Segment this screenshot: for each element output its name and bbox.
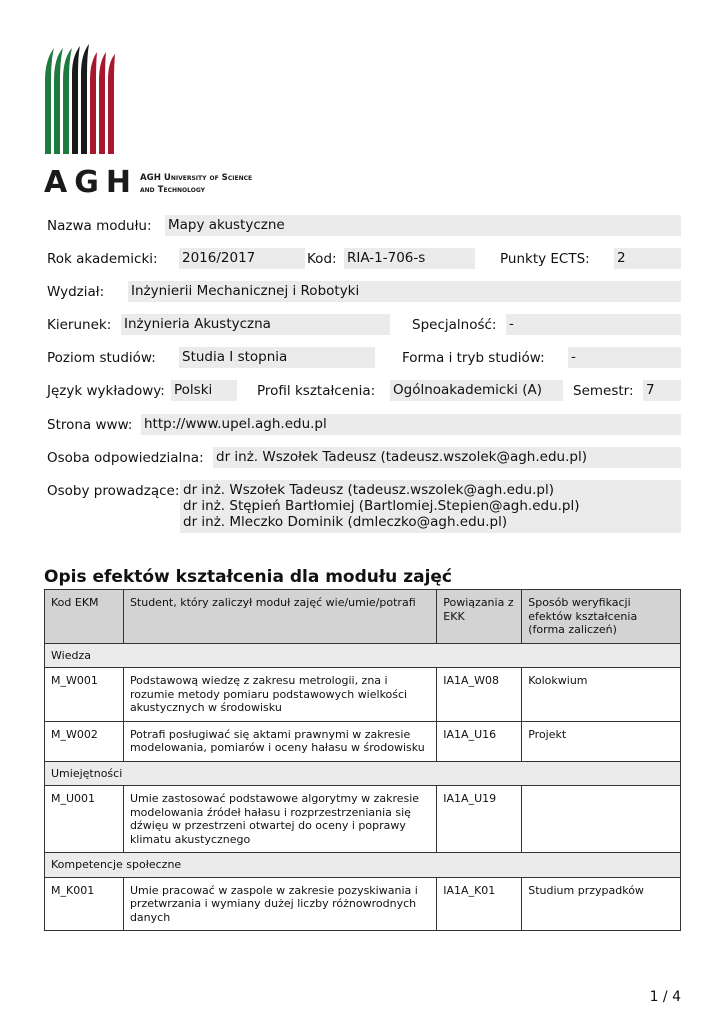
logo-letters: AGH bbox=[44, 165, 138, 196]
logo-red-bar-2 bbox=[99, 52, 106, 154]
cell-description: Potrafi posługiwać się aktami prawnymi w zakresie modelowania, pomiarów i oceny hałasu w środowisku bbox=[123, 721, 436, 761]
header-code: Kod EKM bbox=[45, 590, 124, 644]
category-row-knowledge bbox=[45, 643, 681, 668]
category-label: Wiedza bbox=[45, 643, 681, 668]
www-label: Strona www: bbox=[47, 417, 133, 433]
header-verification: Sposób weryfikacji efektów kształcenia (forma zaliczeń) bbox=[522, 590, 681, 644]
agh-logo-graphic bbox=[44, 44, 276, 196]
university-name-line1: AGH University of Science bbox=[140, 173, 253, 183]
table-row bbox=[45, 786, 681, 853]
semester-value: 7 bbox=[643, 380, 681, 401]
cell-code: M_K001 bbox=[45, 877, 124, 931]
category-label: Umiejętności bbox=[45, 761, 681, 786]
specialty-value: - bbox=[506, 314, 681, 335]
logo-green-bar-3 bbox=[63, 48, 72, 154]
faculty-value: Inżynierii Mechanicznej i Robotyki bbox=[128, 281, 681, 302]
logo-red-bar-1 bbox=[90, 52, 97, 154]
category-label: Kompetencje społeczne bbox=[45, 853, 681, 878]
page-number: 1 / 4 bbox=[649, 989, 681, 1005]
field-value: Inżynieria Akustyczna bbox=[121, 314, 390, 335]
logo-red-bar-3 bbox=[108, 54, 115, 154]
ects-value: 2 bbox=[614, 248, 681, 269]
ects-label: Punkty ECTS: bbox=[500, 251, 590, 267]
study-level-value: Studia I stopnia bbox=[179, 347, 375, 368]
cell-code: M_U001 bbox=[45, 786, 124, 853]
teachers-value bbox=[180, 480, 681, 533]
cell-verification: Projekt bbox=[522, 721, 681, 761]
faculty-label: Wydział: bbox=[47, 284, 105, 300]
responsible-person-value: dr inż. Wszołek Tadeusz (tadeusz.wszolek@agh.edu.pl) bbox=[213, 447, 681, 468]
cell-description: Podstawową wiedzę z zakresu metrologii, zna i rozumie metody pomiaru podstawowych wielkości akustycznych w środowisku bbox=[123, 668, 436, 722]
language-value: Polski bbox=[171, 380, 237, 401]
header-description: Student, który zaliczył moduł zajęć wie/umie/potrafi bbox=[123, 590, 436, 644]
teacher-1: dr inż. Wszołek Tadeusz (tadeusz.wszolek@agh.edu.pl) bbox=[183, 482, 554, 498]
cell-code: M_W002 bbox=[45, 721, 124, 761]
logo-black-bar-2 bbox=[81, 44, 89, 154]
responsible-person-label: Osoba odpowiedzialna: bbox=[47, 450, 204, 466]
header-links: Powiązania z EKK bbox=[437, 590, 522, 644]
module-name-label: Nazwa modułu: bbox=[47, 218, 152, 234]
www-value[interactable]: http://www.upel.agh.edu.pl bbox=[141, 414, 681, 435]
study-mode-label: Forma i tryb studiów: bbox=[402, 350, 545, 366]
university-name-line2: and Technology bbox=[140, 185, 205, 195]
language-label: Język wykładowy: bbox=[47, 383, 165, 399]
table-row bbox=[45, 721, 681, 761]
profile-label: Profil kształcenia: bbox=[257, 383, 376, 399]
teacher-2: dr inż. Stępień Bartłomiej (Bartlomiej.Stepien@agh.edu.pl) bbox=[183, 498, 580, 514]
logo-green-bar-1 bbox=[45, 48, 54, 154]
table-row bbox=[45, 668, 681, 722]
cell-verification: Kolokwium bbox=[522, 668, 681, 722]
semester-label: Semestr: bbox=[573, 383, 634, 399]
specialty-label: Specjalność: bbox=[412, 317, 497, 333]
cell-link: IA1A_K01 bbox=[437, 877, 522, 931]
teachers-label: Osoby prowadzące: bbox=[47, 483, 180, 499]
learning-outcomes-table bbox=[44, 589, 681, 931]
teacher-3: dr inż. Mleczko Dominik (dmleczko@agh.edu.pl) bbox=[183, 514, 508, 530]
cell-link: IA1A_W08 bbox=[437, 668, 522, 722]
field-label: Kierunek: bbox=[47, 317, 112, 333]
academic-year-value: 2016/2017 bbox=[179, 248, 305, 269]
category-row-social-competences bbox=[45, 853, 681, 878]
cell-verification bbox=[522, 786, 681, 853]
study-mode-value: - bbox=[568, 347, 681, 368]
agh-logo bbox=[44, 44, 276, 196]
cell-link: IA1A_U16 bbox=[437, 721, 522, 761]
logo-black-bar-1 bbox=[72, 46, 80, 154]
code-value: RIA-1-706-s bbox=[344, 248, 475, 269]
academic-year-label: Rok akademicki: bbox=[47, 251, 158, 267]
cell-link: IA1A_U19 bbox=[437, 786, 522, 853]
module-name-value: Mapy akustyczne bbox=[165, 215, 681, 236]
table-row bbox=[45, 877, 681, 931]
cell-verification: Studium przypadków bbox=[522, 877, 681, 931]
table-header-row bbox=[45, 590, 681, 644]
study-level-label: Poziom studiów: bbox=[47, 350, 156, 366]
category-row-skills bbox=[45, 761, 681, 786]
cell-description: Umie pracować w zaspole w zakresie pozyskiwania i przetwrzania i wymiany dużej liczby różnowrodnych danych bbox=[123, 877, 436, 931]
cell-code: M_W001 bbox=[45, 668, 124, 722]
logo-green-bar-2 bbox=[54, 48, 63, 154]
code-label: Kod: bbox=[307, 251, 337, 267]
section-title: Opis efektów kształcenia dla modułu zajęć bbox=[44, 567, 453, 587]
cell-description: Umie zastosować podstawowe algorytmy w zakresie modelowania źródeł hałasu i rozprzestrzeniania się dźwięu w przestrzeni otwartej do oceny i poprawy klimatu akustycznego bbox=[123, 786, 436, 853]
profile-value: Ogólnoakademicki (A) bbox=[390, 380, 563, 401]
